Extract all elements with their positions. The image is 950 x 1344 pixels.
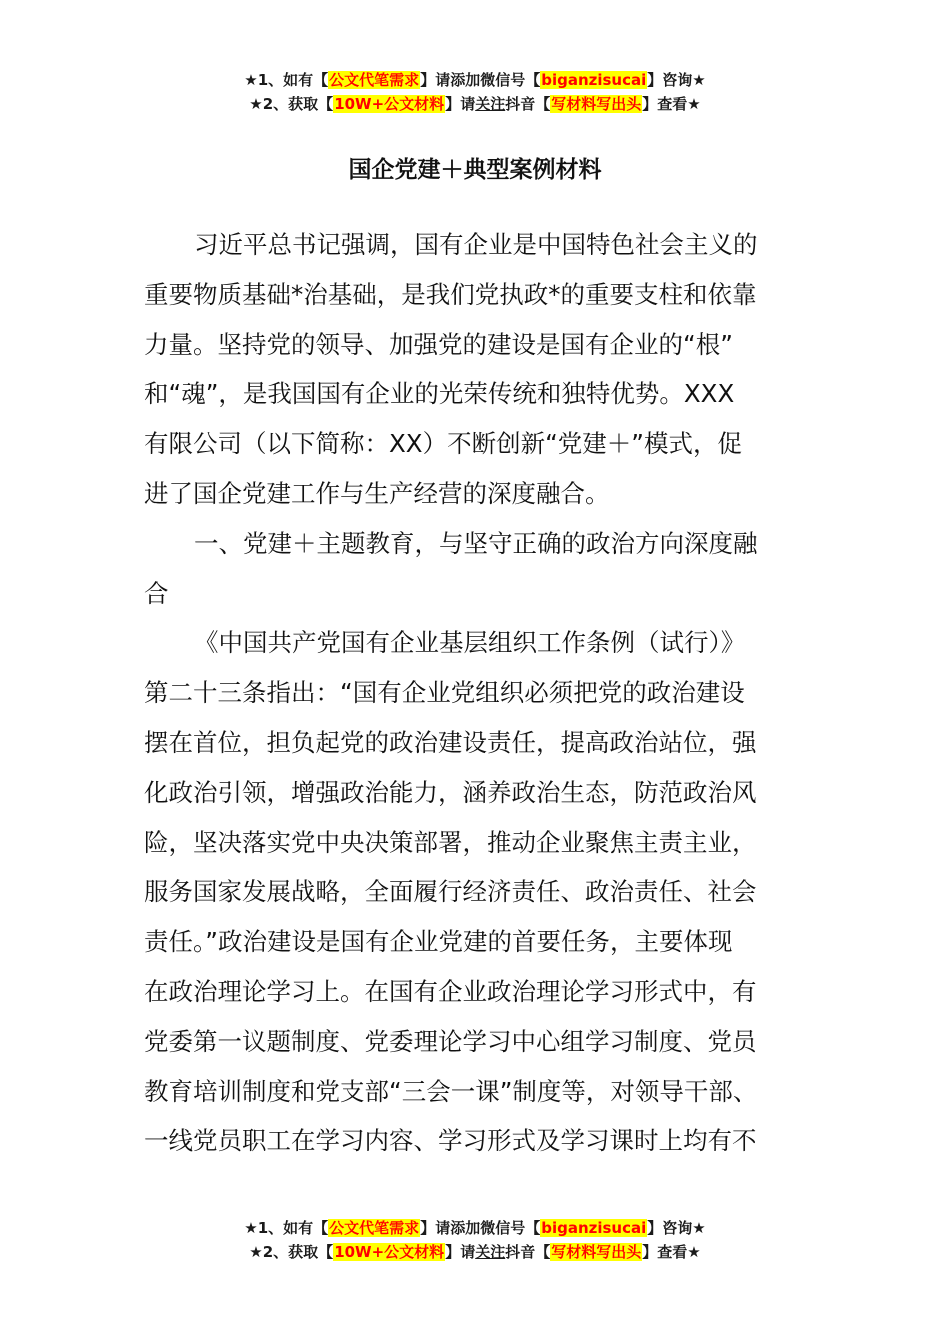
section-heading: 一、党建＋主题教育，与坚守正确的政治方向深度融 <box>194 528 758 558</box>
banner-line-1 <box>0 1216 950 1240</box>
banner-line-2-prefix: ★2、获取【 <box>249 95 334 113</box>
banner-line-2 <box>0 1240 950 1264</box>
banner-line-2-mid-b: 抖音【 <box>505 1243 551 1261</box>
banner-highlight-douyin: 写材料写出头 <box>551 1243 642 1261</box>
banner-follow-text: 关注 <box>475 95 506 113</box>
banner-line-2-prefix: ★2、获取【 <box>249 1243 334 1261</box>
body-line: 在政治理论学习上。在国有企业政治理论学习形式中，有 <box>144 976 757 1006</box>
banner-highlight-service: 公文代笔需求 <box>329 71 420 89</box>
banner-line-2-mid-b: 抖音【 <box>505 95 551 113</box>
body-line: 重要物质基础*治基础，是我们党执政*的重要支柱和依靠 <box>144 279 757 309</box>
banner-line-1 <box>0 68 950 92</box>
banner-line-1-mid: 】请添加微信号【 <box>420 71 541 89</box>
banner-line-2-suffix: 】查看★ <box>642 95 701 113</box>
banner-line-2-suffix: 】查看★ <box>642 1243 701 1261</box>
body-line: 进了国企党建工作与生产经营的深度融合。 <box>144 478 610 508</box>
banner-line-2 <box>0 92 950 116</box>
body-line: 力量。坚持党的领导、加强党的建设是国有企业的“根” <box>144 329 733 359</box>
body-line: 第二十三条指出：“国有企业党组织必须把党的政治建设 <box>144 678 745 708</box>
banner-line-1-suffix: 】咨询★ <box>647 1219 706 1237</box>
banner-follow-text: 关注 <box>475 1243 506 1261</box>
banner-highlight-materials: 10W+公文材料 <box>334 95 445 113</box>
banner-line-1-prefix: ★1、如有【 <box>244 71 329 89</box>
banner-line-2-mid-a: 】请 <box>445 1243 476 1261</box>
banner-line-1-prefix: ★1、如有【 <box>244 1219 329 1237</box>
body-line: 摆在首位，担负起党的政治建设责任，提高政治站位，强 <box>144 727 757 757</box>
document-body <box>144 220 794 1166</box>
footer-banner <box>0 1216 950 1264</box>
body-line: 险，坚决落实党中央决策部署，推动企业聚焦主责主业， <box>144 827 757 857</box>
banner-highlight-douyin: 写材料写出头 <box>551 95 642 113</box>
banner-line-2-mid-a: 】请 <box>445 95 476 113</box>
body-line: 化政治引领，增强政治能力，涵养政治生态，防范政治风 <box>144 777 757 807</box>
body-line: 一线党员职工在学习内容、学习形式及学习课时上均有不 <box>144 1126 757 1156</box>
body-line: 和“魂”，是我国国有企业的光荣传统和独特优势。XXX <box>144 379 735 409</box>
banner-line-1-mid: 】请添加微信号【 <box>420 1219 541 1237</box>
body-line: 服务国家发展战略，全面履行经济责任、政治责任、社会 <box>144 877 757 907</box>
body-line: 习近平总书记强调，国有企业是中国特色社会主义的 <box>194 230 758 259</box>
banner-highlight-wechat-id: biganzisucai <box>541 71 647 89</box>
header-banner <box>0 68 950 116</box>
body-line: 《中国共产党国有企业基层组织工作条例（试行）》 <box>194 628 746 658</box>
section-heading-continued: 合 <box>144 578 169 608</box>
banner-highlight-service: 公文代笔需求 <box>329 1219 420 1237</box>
document-title: 国企党建＋典型案例材料 <box>348 157 602 183</box>
body-line: 有限公司（以下简称：XX）不断创新“党建＋”模式，促 <box>144 429 742 459</box>
body-line: 党委第一议题制度、党委理论学习中心组学习制度、党员 <box>144 1026 757 1056</box>
banner-line-1-suffix: 】咨询★ <box>647 71 706 89</box>
body-line: 责任。”政治建设是国有企业党建的首要任务，主要体现 <box>144 927 733 957</box>
banner-highlight-materials: 10W+公文材料 <box>334 1243 445 1261</box>
body-line: 教育培训制度和党支部“三会一课”制度等，对领导干部、 <box>144 1076 758 1106</box>
banner-highlight-wechat-id: biganzisucai <box>541 1219 647 1237</box>
